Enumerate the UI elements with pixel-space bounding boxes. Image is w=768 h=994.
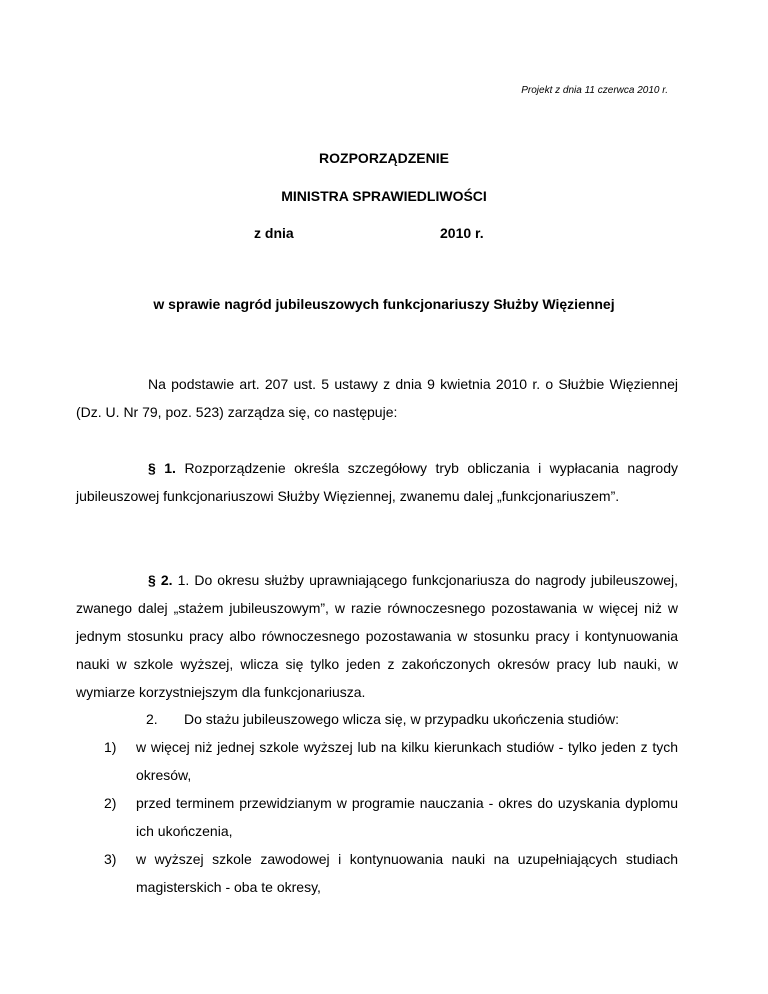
studies-list bbox=[104, 733, 678, 901]
document-title: ROZPORZĄDZENIE bbox=[319, 150, 449, 166]
section-1-text: Rozporządzenie określa szczegółowy tryb obliczania i wypłacania nagrody jubileuszowej funkcjonariuszowi Służby Więziennej, zwanemu dalej „funkcjonariuszem”. bbox=[76, 460, 679, 504]
item-2-text: Do stażu jubileuszowego wlicza się, w przypadku ukończenia studiów: bbox=[184, 711, 619, 727]
list-item bbox=[104, 845, 678, 901]
list-item-text: przed terminem przewidzianym w programie nauczania - okres do uzyskania dyplomu ich ukończenia, bbox=[136, 795, 678, 839]
list-item-number: 2) bbox=[104, 795, 117, 811]
document-subject: w sprawie nagród jubileuszowych funkcjonariuszy Służby Więziennej bbox=[153, 296, 615, 312]
list-item-number: 3) bbox=[104, 851, 117, 867]
list-item-text: w więcej niż jednej szkole wyższej lub na kilku kierunkach studiów - tylko jeden z tych okresów, bbox=[136, 739, 678, 783]
legal-basis-text: Na podstawie art. 207 ust. 5 ustawy z dnia 9 kwietnia 2010 r. o Służbie Więziennej (Dz. U. Nr 79, poz. 523) zarządza się, co następuje: bbox=[76, 376, 678, 420]
legal-basis-paragraph bbox=[76, 370, 678, 426]
list-item bbox=[104, 789, 678, 845]
section-2-text: 1. Do okresu służby uprawniającego funkcjonariusza do nagrody jubileuszowej, zwanego dalej „stażem jubileuszowym”, w razie równoczesnego pozostawania w więcej niż w jednym stosunku pracy albo równoczesnego pozostawania w stosunku pracy i kontynuowania nauki w szkole wyższej, wlicza się tylko jeden z zakończonych okresów pracy lub nauki, w wymiarze korzystniejszym dla funkcjonariusza. bbox=[76, 572, 679, 700]
section-2-mark: § 2. bbox=[148, 572, 173, 588]
draft-date-note: Projekt z dnia 11 czerwca 2010 r. bbox=[521, 85, 668, 96]
date-prefix: z dnia bbox=[254, 225, 294, 241]
section-2-item-2 bbox=[146, 705, 619, 733]
section-1-mark: § 1. bbox=[148, 460, 176, 476]
item-2-number: 2. bbox=[146, 711, 158, 727]
date-year: 2010 r. bbox=[440, 225, 484, 241]
list-item-text: w wyższej szkole zawodowej i kontynuowania nauki na uzupełniających studiach magisterskich - oba te okresy, bbox=[136, 851, 678, 895]
list-item bbox=[104, 733, 678, 789]
section-1-paragraph bbox=[76, 454, 678, 510]
document-issuer: MINISTRA SPRAWIEDLIWOŚCI bbox=[281, 188, 487, 204]
section-2-paragraph bbox=[76, 566, 678, 706]
list-item-number: 1) bbox=[104, 739, 117, 755]
